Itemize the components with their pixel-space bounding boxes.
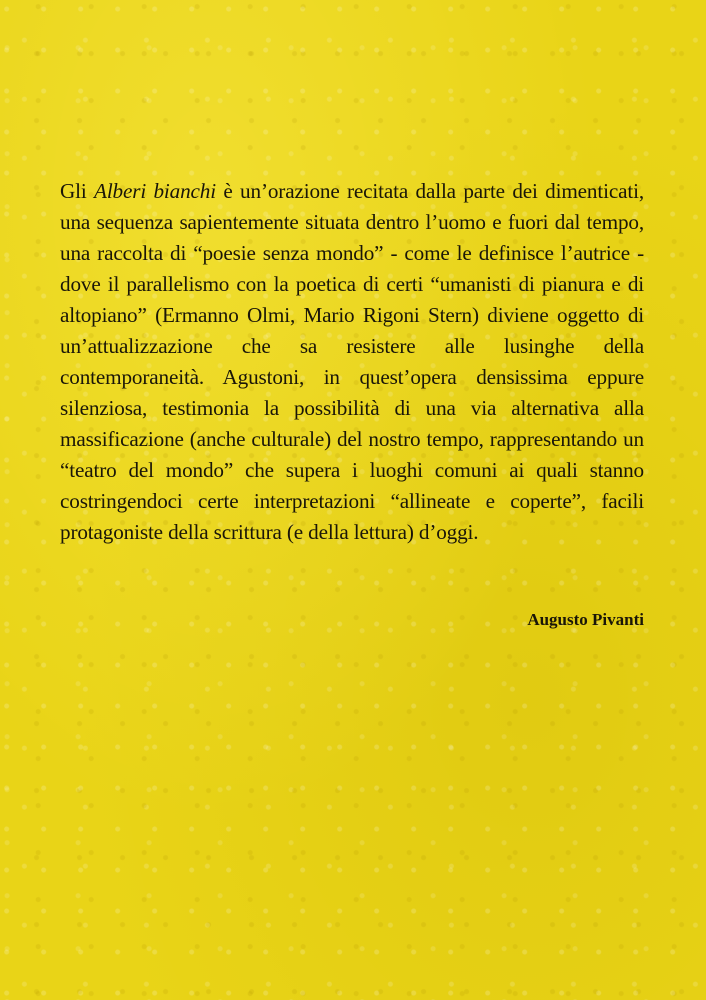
author-signature: Augusto Pivanti bbox=[527, 610, 644, 629]
book-title: Alberi bianchi bbox=[94, 179, 216, 203]
review-paragraph bbox=[60, 176, 644, 548]
review-body: è un’orazione recitata dalla parte dei dimenticati, una sequenza sapientemente situata dentro l’uomo e fuori dal tempo, una raccolta di “poesie senza mondo” - come le definisce l’autrice - dove il parallelismo con la poetica di certi “umanisti di pianura e di altopiano” (Ermanno Olmi, Mario Rigoni Stern) diviene oggetto di un’attualizzazione che sa resistere alle lusinghe della contemporaneità. Agustoni, in quest’opera densissima eppure silenziosa, testimonia la possibilità di una via alternativa alla massificazione (anche culturale) del nostro tempo, rappresentando un “teatro del mondo” che supera i luoghi comuni ai quali stanno costringendoci certe interpretazioni “allineate e coperte”, facili protagoniste della scrittura (e della lettura) d’oggi. bbox=[60, 179, 644, 544]
intro-prefix: Gli bbox=[60, 179, 95, 203]
